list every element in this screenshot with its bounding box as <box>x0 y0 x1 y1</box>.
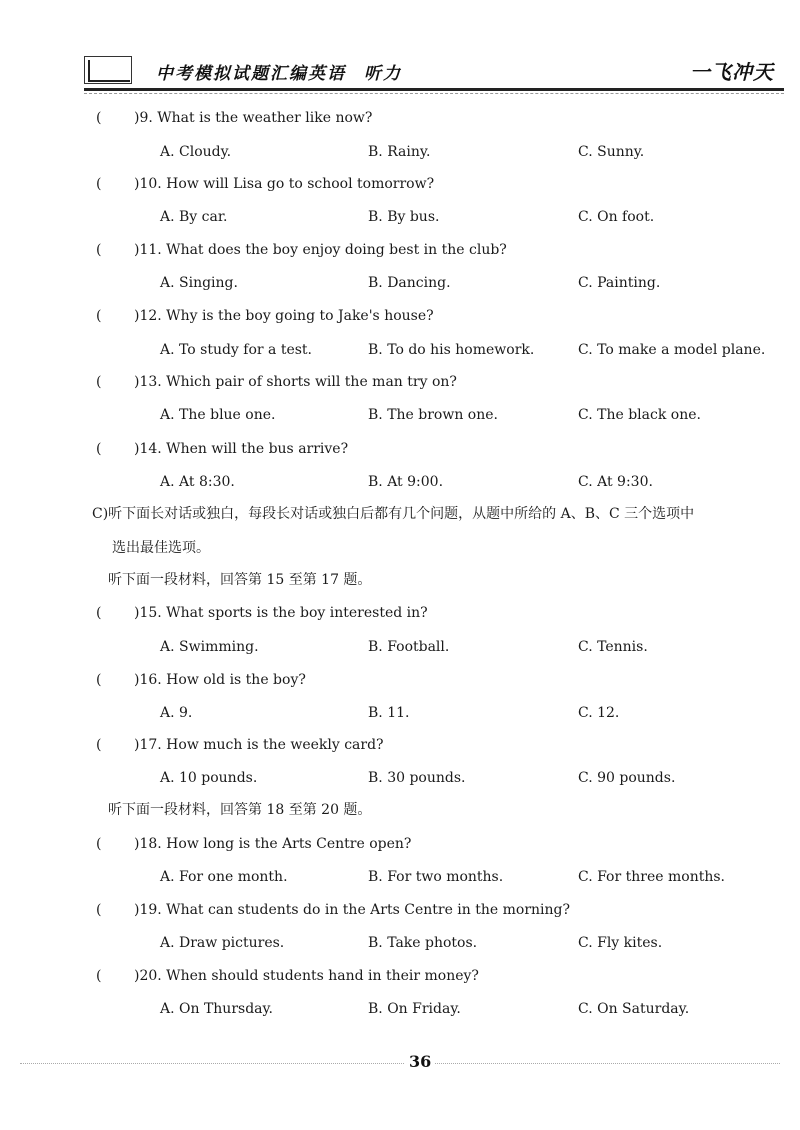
option-c: C. On Saturday. <box>578 1001 690 1017</box>
option-a: A. To study for a test. <box>160 342 313 358</box>
question-20 <box>96 966 479 986</box>
question-text: )20. When should students hand in their money? <box>134 968 479 984</box>
answer-blank[interactable]: ( <box>96 242 102 258</box>
section-title: 听力 <box>364 64 402 84</box>
section-c-instruction-line2: 选出最佳选项。 <box>112 540 210 556</box>
option-c: C. 90 pounds. <box>578 770 676 786</box>
answer-blank[interactable]: ( <box>96 308 102 324</box>
option-b: B. 30 pounds. <box>368 770 466 786</box>
answer-blank[interactable]: ( <box>96 968 102 984</box>
option-b: B. For two months. <box>368 869 504 885</box>
group-instruction-15-17: 听下面一段材料，回答第 15 至第 17 题。 <box>108 572 372 588</box>
option-b: B. 11. <box>368 705 410 721</box>
group-instruction-18-20: 听下面一段材料，回答第 18 至第 20 题。 <box>108 802 372 818</box>
option-a: A. Singing. <box>160 275 238 291</box>
option-a: A. At 8:30. <box>160 474 235 490</box>
answer-blank[interactable]: ( <box>96 836 102 852</box>
logo-frame <box>88 60 130 82</box>
option-a: A. Draw pictures. <box>160 935 285 951</box>
question-11 <box>96 240 507 260</box>
option-c: C. Painting. <box>578 275 661 291</box>
question-text: )12. Why is the boy going to Jake's house? <box>134 308 434 324</box>
option-c: C. Fly kites. <box>578 935 663 951</box>
header-title <box>156 59 402 84</box>
option-c: C. Tennis. <box>578 639 648 655</box>
option-a: A. Swimming. <box>160 639 259 655</box>
question-text: )13. Which pair of shorts will the man try on? <box>134 374 457 390</box>
option-b: B. To do his homework. <box>368 342 535 358</box>
question-17 <box>96 735 384 755</box>
brand-logo: 一飞冲天 <box>690 60 774 84</box>
footer-divider <box>20 1063 780 1064</box>
option-b: B. On Friday. <box>368 1001 461 1017</box>
answer-blank[interactable]: ( <box>96 672 102 688</box>
option-b: B. The brown one. <box>368 407 498 423</box>
question-text: )18. How long is the Arts Centre open? <box>134 836 412 852</box>
answer-blank[interactable]: ( <box>96 902 102 918</box>
question-text: )9. What is the weather like now? <box>134 110 373 126</box>
question-text: )15. What sports is the boy interested in? <box>134 605 428 621</box>
question-18 <box>96 834 411 854</box>
option-c: C. On foot. <box>578 209 655 225</box>
page-header <box>84 56 784 86</box>
option-b: B. Rainy. <box>368 144 431 160</box>
answer-blank[interactable]: ( <box>96 441 102 457</box>
option-a: A. 9. <box>160 705 193 721</box>
option-b: B. Take photos. <box>368 935 478 951</box>
question-12 <box>96 306 434 326</box>
answer-blank[interactable]: ( <box>96 737 102 753</box>
question-13 <box>96 372 457 392</box>
answer-blank[interactable]: ( <box>96 374 102 390</box>
option-b: B. Football. <box>368 639 450 655</box>
option-a: A. For one month. <box>160 869 288 885</box>
question-14 <box>96 439 348 459</box>
question-10 <box>96 174 434 194</box>
section-c-instruction-line1: C)听下面长对话或独白，每段长对话或独白后都有几个问题，从题中所给的 A、B、C 三个选项中 <box>92 506 695 522</box>
question-text: )16. How old is the boy? <box>134 672 306 688</box>
question-15 <box>96 603 428 623</box>
option-a: A. On Thursday. <box>160 1001 274 1017</box>
question-text: )14. When will the bus arrive? <box>134 441 349 457</box>
option-a: A. By car. <box>160 209 228 225</box>
option-c: C. Sunny. <box>578 144 645 160</box>
answer-blank[interactable]: ( <box>96 605 102 621</box>
header-logo-icon <box>84 56 132 84</box>
header-divider-thin <box>84 93 784 94</box>
option-b: B. Dancing. <box>368 275 451 291</box>
option-a: A. Cloudy. <box>160 144 232 160</box>
option-c: C. The black one. <box>578 407 701 423</box>
option-a: A. The blue one. <box>160 407 276 423</box>
book-title: 中考模拟试题汇编英语 <box>156 64 346 84</box>
question-text: )10. How will Lisa go to school tomorrow? <box>134 176 435 192</box>
question-text: )17. How much is the weekly card? <box>134 737 384 753</box>
option-c: C. To make a model plane. <box>578 342 766 358</box>
option-c: C. At 9:30. <box>578 474 653 490</box>
option-a: A. 10 pounds. <box>160 770 258 786</box>
header-divider <box>84 88 784 91</box>
page-number: 36 <box>405 1052 435 1071</box>
question-9 <box>96 108 372 128</box>
question-16 <box>96 670 306 690</box>
answer-blank[interactable]: ( <box>96 110 102 126</box>
option-b: B. By bus. <box>368 209 440 225</box>
answer-blank[interactable]: ( <box>96 176 102 192</box>
option-c: C. 12. <box>578 705 620 721</box>
question-text: )11. What does the boy enjoy doing best in the club? <box>134 242 507 258</box>
option-c: C. For three months. <box>578 869 725 885</box>
question-19 <box>96 900 570 920</box>
option-b: B. At 9:00. <box>368 474 444 490</box>
question-text: )19. What can students do in the Arts Centre in the morning? <box>134 902 571 918</box>
